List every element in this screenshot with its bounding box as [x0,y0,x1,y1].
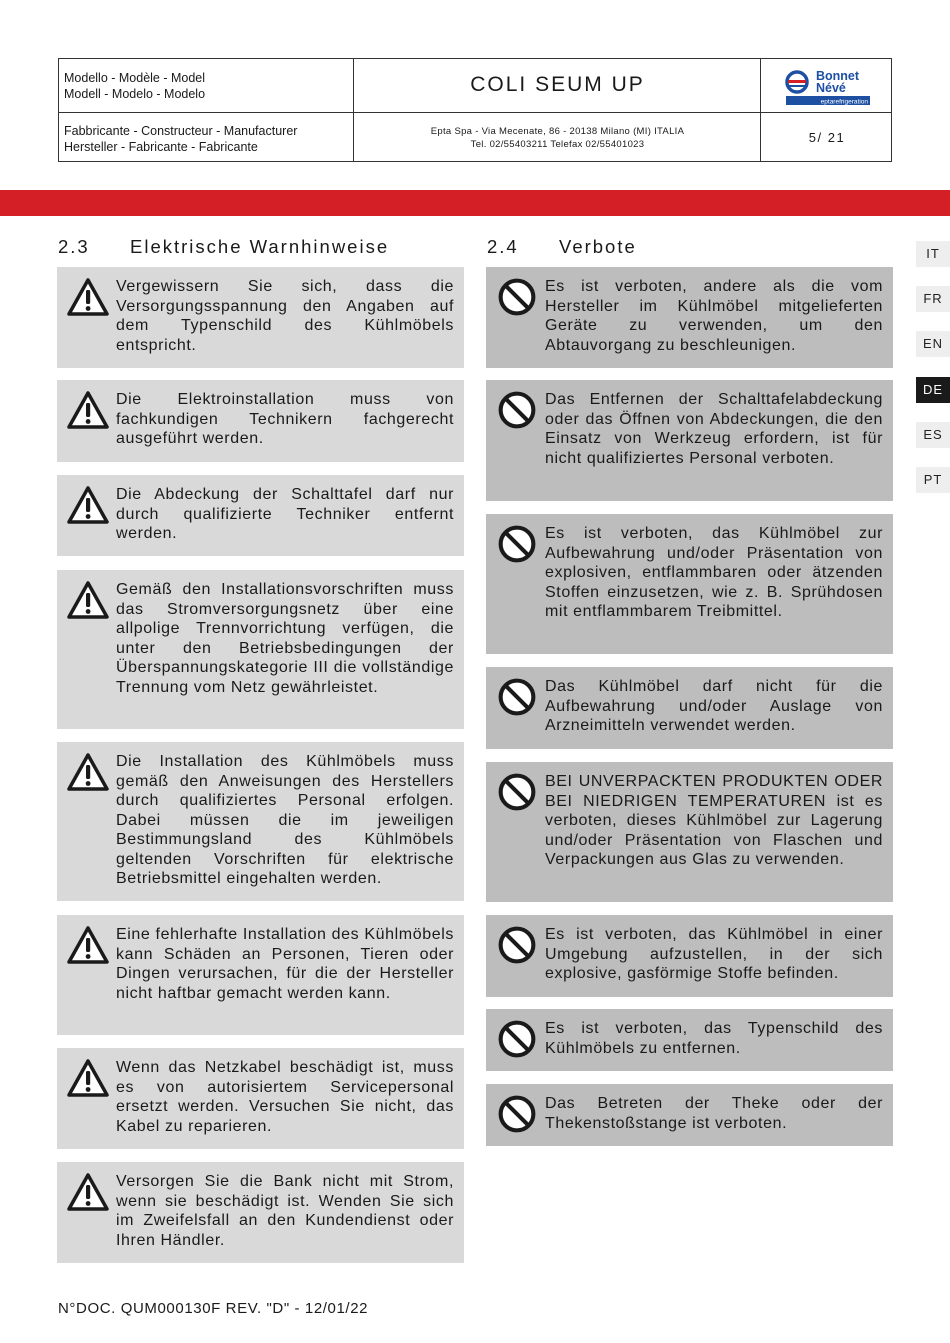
warning-triangle-icon [66,390,110,430]
prohibition-icon [495,772,539,812]
warning-box [57,475,464,556]
lang-tab-it[interactable]: IT [916,241,950,267]
prohibition-icon [495,677,539,717]
prohibition-box [486,1084,893,1146]
prohibition-text: Das Kühlmöbel darf nicht für die Aufbewahrung und/oder Auslage von Arzneimitteln verwendet werden. [545,678,883,734]
prohibition-icon [495,524,539,564]
prohibition-box [486,762,893,902]
prohibition-text: BEI UNVERPACKTEN PRODUKTEN ODER BEI NIEDRIGEN TEMPERATUREN ist es verboten, dieses Kühlmöbel zur Lagerung und/oder Präsentation von Flaschen und Verpackungen aus Glas zu verwenden. [545,773,883,868]
prohibition-text: Das Entfernen der Schalttafelabdeckung oder das Öffnen von Abdeckungen, die den Einsatz von Werkzeug erfordern, ist für nicht qualifiziertes Personal verboten. [545,391,883,467]
warning-text: Wenn das Netzkabel beschädigt ist, muss es von autorisiertem Servicepersonal ersetzt werden. Versuchen Sie nicht, das Kabel zu reparieren. [116,1059,454,1135]
warning-triangle-icon [66,580,110,620]
warning-box [57,1162,464,1263]
warning-text: Die Elektroinstallation muss von fachkundigen Technikern fachgerecht ausgeführt werden. [116,391,454,447]
prohibition-text: Es ist verboten, das Kühlmöbel zur Aufbewahrung und/oder Präsentation von explosiven, entflammbaren oder ätzenden Stoffen einzusetzen, wie z. B. Sprühdosen mit entflammbarem Treibmittel. [545,525,883,620]
section-title-electrical: 2.3 Elektrische Warnhinweise [58,236,390,257]
prohibition-text: Es ist verboten, das Typenschild des Kühlmöbels zu entfernen. [545,1020,883,1057]
red-divider-bar [0,190,950,216]
warning-triangle-icon [66,277,110,317]
brand-logo [783,65,873,107]
prohibition-text: Es ist verboten, andere als die vom Hersteller im Kühlmöbel mitgelieferten Geräte zu verwenden, um den Abtauvorgang zu beschleunigen. [545,278,883,354]
warning-text: Gemäß den Installationsvorschriften muss das Stromversorgungsnetz über eine allpolige Trennvorrichtung verfügen, die unter den Betriebsbedingungen der Überspannungskategorie III die vollständige Trennung vom Netz gewährleistet. [116,581,454,696]
svg-text:Névé: Névé [816,81,846,95]
document-number-footer: N°DOC. QUM000130F REV. "D" - 12/01/22 [58,1300,369,1317]
prohibition-text: Es ist verboten, das Kühlmöbel in einer Umgebung aufzustellen, in der sich explosive, gasförmige Stoffe befinden. [545,926,883,982]
warning-box [57,570,464,729]
prohibition-icon [495,277,539,317]
warning-triangle-icon [66,752,110,792]
prohibition-box [486,267,893,368]
svg-text:eptarefrigeration: eptarefrigeration [820,98,868,106]
warning-text: Die Abdeckung der Schalttafel darf nur durch qualifizierte Techniker entfernt werden. [116,486,454,542]
lang-tab-pt[interactable]: PT [916,467,950,493]
prohibition-icon [495,1094,539,1134]
warning-box [57,915,464,1035]
warning-text: Versorgen Sie die Bank nicht mit Strom, wenn sie beschädigt ist. Wenden Sie sich im Zweifelsfall an den Kundendienst oder Ihren Händler. [116,1173,454,1249]
prohibition-icon [495,390,539,430]
warning-box [57,380,464,462]
prohibition-box [486,667,893,749]
lang-tab-de[interactable]: DE [916,377,950,403]
warning-triangle-icon [66,925,110,965]
document-header [58,58,892,162]
prohibition-box [486,915,893,997]
warning-triangle-icon [66,1172,110,1212]
prohibition-box [486,1009,893,1071]
svg-text:Bonnet: Bonnet [816,69,860,83]
warning-triangle-icon [66,485,110,525]
warning-box [57,742,464,901]
prohibition-box [486,380,893,501]
warning-box [57,1048,464,1149]
prohibition-icon [495,925,539,965]
prohibition-text: Das Betreten der Theke oder der Thekenstoßstange ist verboten. [545,1095,883,1132]
prohibition-icon [495,1019,539,1059]
manufacturer-address: Epta Spa - Via Mecenate, 86 - 20138 Milano (MI) ITALIA Tel. 02/55403211 Telefax 02/55401023 [430,126,685,150]
warning-text: Eine fehlerhafte Installation des Kühlmöbels kann Schäden an Personen, Tieren oder Dingen verursachen, für die der Hersteller nicht haftbar gemacht werden kann. [116,926,454,1002]
warning-text: Die Installation des Kühlmöbels muss gemäß den Anweisungen des Herstellers durch qualifiziertes Personal erfolgen. Dabei müssen die im jeweiligen Bestimmungsland des Kühlmöbels geltenden Vorschriften für elektrische Betriebsmittel eingehalten werden. [116,753,454,887]
page-number: 5/ 21 [808,130,846,145]
warning-text: Vergewissern Sie sich, dass die Versorgungsspannung den Angaben auf dem Typenschild des Kühlmöbels entspricht. [116,278,454,354]
warning-triangle-icon [66,1058,110,1098]
model-name: COLI SEUM UP [470,73,645,96]
section-title-prohibitions: 2.4 Verbote [487,236,637,257]
lang-tab-fr[interactable]: FR [916,286,950,312]
lang-tab-en[interactable]: EN [916,331,950,357]
manufacturer-label: Fabbricante - Constructeur - Manufacturer Hersteller - Fabricante - Fabricante [64,124,298,154]
prohibition-box [486,514,893,654]
model-label: Modello - Modèle - Model Modell - Modelo - Modelo [64,71,206,101]
lang-tab-es[interactable]: ES [916,422,950,448]
warning-box [57,267,464,368]
